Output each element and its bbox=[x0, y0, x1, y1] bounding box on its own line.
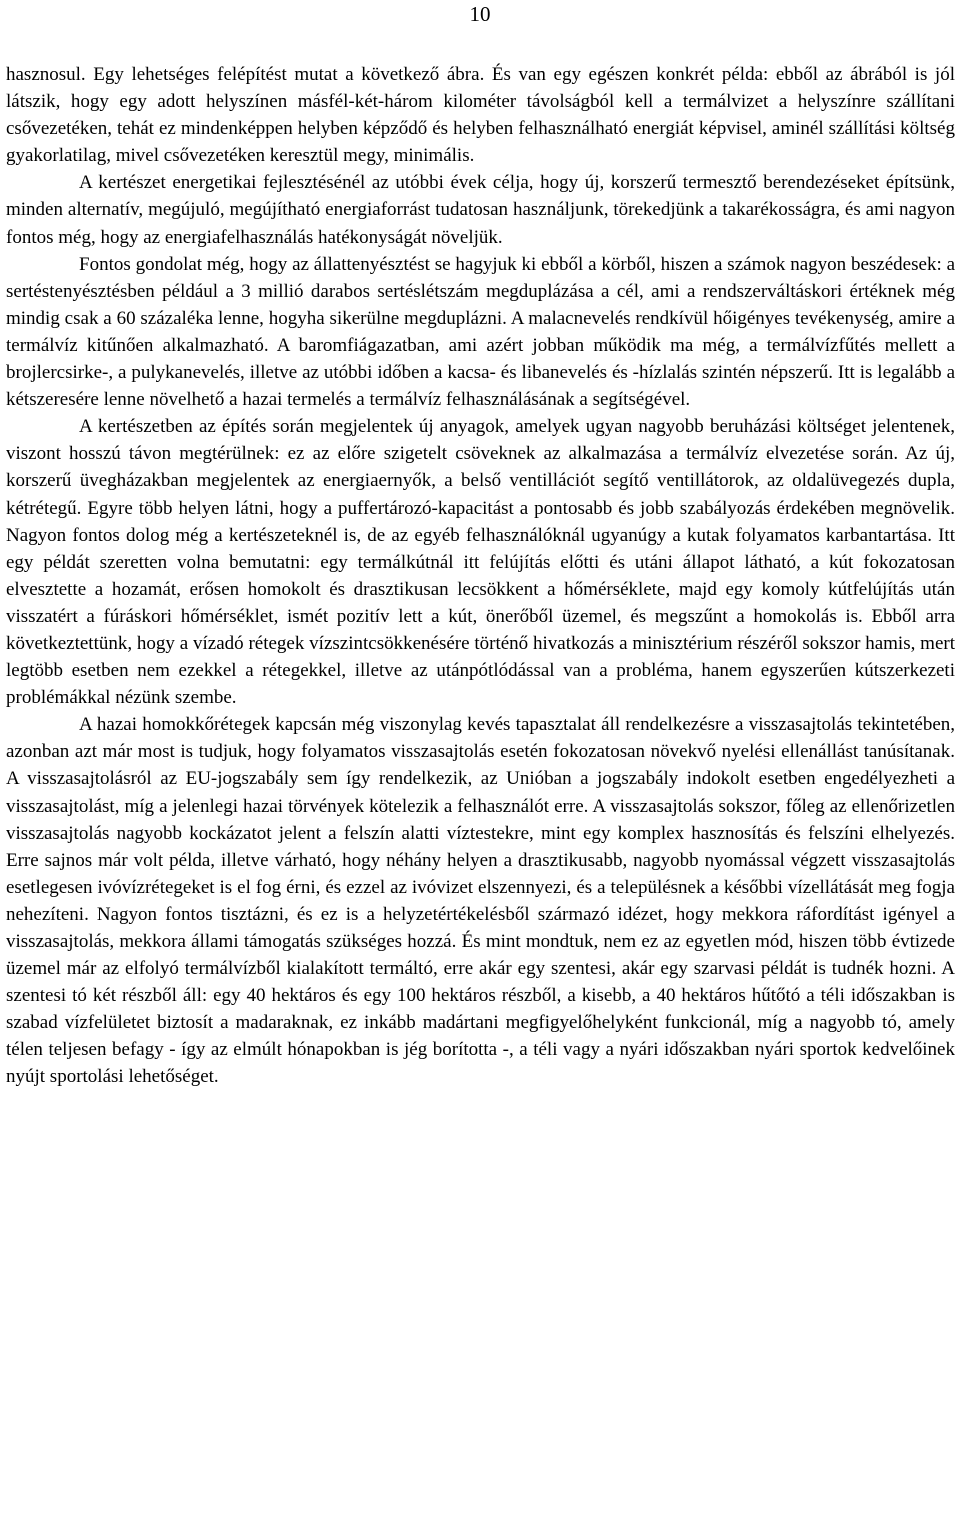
paragraph-3: Fontos gondolat még, hogy az állattenyésztést se hagyjuk ki ebből a körből, hiszen a számok nagyon beszédesek: a sertéstenyésztésben például a 3 millió darabos sertéslétszám megduplázása a cél, ami a rendszerváltáskori értéknek még mindig csak a 60 százaléka lenne, hogyha sikerülne megduplázni. A malacnevelés rendkívül hőigényes tevékenység, amire a termálvíz kitűnően alkalmazható. A baromfiágazatban, ami azért jobban működik ma még, a termálvízfűtés mellett a brojlercsirke-, a pulykanevelés, illetve az utóbbi időben a kacsa- és libanevelés és -hízlalás szintén népszerű. Itt is legalább a kétszeresére lenne növelhető a hazai termelés a termálvíz felhasználásának a segítségével. bbox=[6, 253, 955, 411]
paragraph-1: hasznosul. Egy lehetséges felépítést mutat a következő ábra. És van egy egészen konkrét példa: ebből az ábrából is jól látszik, hogy egy adott helyszínen másfél-két-három kilométer távolságból kell a termálvizet a helyszínre szállítani csővezetéken, tehát ez mindenképpen helyben képződő és helyben felhasználható energiát képvisel, aminél szállítási költség gyakorlatilag, mivel csővezetéken keresztül megy, minimális. bbox=[6, 64, 955, 167]
paragraph-5: A hazai homokkőrétegek kapcsán még viszonylag kevés tapasztalat áll rendelkezésre a visszasajtolás tekintetében, azonban azt már most is tudjuk, hogy folyamatos visszasajtolás esetén fokozatosan növekvő nyelési ellenállást tanúsítanak. A visszasajtolásról az EU-jogszabály sem így rendelkezik, az Unióban a jogszabály indokolt esetben engedélyezheti a visszasajtolást, míg a jelenlegi hazai törvények kötelezik a felhasználót erre. A visszasajtolás sokszor, főleg az ellenőrizetlen visszasajtolás nagyobb kockázatot jelent a felszín alatti víztestekre, mint egy komplex hasznosítás és felszíni elhelyezés. Erre sajnos már volt példa, illetve várható, hogy néhány helyen a drasztikusabb, nagyobb nyomással végzett visszasajtolás esetlegesen ivóvízrétegeket is el fog érni, és ezzel az ivóvizet elszennyezi, és a településnek a későbbi vízellátását meg fogja nehezíteni. Nagyon fontos tisztázni, és ez is a helyzetértékelésből származó idézet, hogy mekkora ráfordítást igényel a visszasajtolás, mekkora állami támogatás szükséges hozzá. És mint mondtuk, nem ez az egyetlen mód, hiszen több évtizede üzemel már az elfolyó termálvízből kialakított termáltó, erre akár egy szentesi, akár egy szarvasi példát is tudnék hozni. A szentesi tó két részből áll: egy 40 hektáros és egy 100 hektáros részből, a kisebb, a 40 hektáros hűtőtó a téli időszakban is szabad vízfelületet biztosít a madaraknak, ez inkább madártani megfigyelőhelyként funkcionál, míg a nagyobb tó, amely télen teljesen befagy - így az elmúlt hónapokban is jég borította -, a téli vagy a nyári időszakban nyári sportok kedvelőinek nyújt sportolási lehetőséget. bbox=[6, 714, 955, 1088]
page-number: 10 bbox=[469, 2, 491, 26]
document-body bbox=[6, 61, 955, 1091]
paragraph-2: A kertészet energetikai fejlesztésénél az utóbbi évek célja, hogy új, korszerű termesztő berendezéseket építsünk, minden alternatív, megújuló, megújítható energiaforrást tudatosan használjunk, törekedjünk a takarékosságra, és ami nagyon fontos még, hogy az energiafelhasználás hatékonyságát növeljük. bbox=[6, 172, 955, 248]
paragraph-4: A kertészetben az építés során megjelentek új anyagok, amelyek ugyan nagyobb beruházási költséget jelentenek, viszont hosszú távon megtérülnek: ez az előre szigetelt csöveknek az alkalmazása a termálvíz elvezetése során. Az új, korszerű üvegházakban megjelentek az energiaernyők, a belső ventillációt segítő ventillátorok, az oldalüvegezés dupla, kétrétegű. Egyre több helyen látni, hogy a puffertározó-kapacitást a pontosabb és jobb szabályozás érdekében megnövelik. Nagyon fontos dolog még a kertészeteknél is, de az egyéb felhasználóknál ugyanúgy a kutak folyamatos karbantartása. Itt egy példát szeretten volna bemutatni: egy termálkútnál itt felújítás előtti és utáni állapot látható, a kút fokozatosan elvesztette a hozamát, erősen homokolt és drasztikusan lecsökkent a hőmérséklete, majd egy komoly kútfelújítás után visszatért a fúráskori hőmérséklet, ismét pozitív lett a kút, önerőből üzemel, és megszűnt a homokolás is. Ebből arra következtettünk, hogy a vízadó rétegek vízszintcsökkenésére történő hivatkozás a minisztérium részéről sokszor hamis, mert legtöbb esetben nem ezekkel a rétegekkel, illetve az utánpótlódással van a probléma, hanem egyszerűen kútszerkezeti problémákkal nézünk szembe. bbox=[6, 416, 955, 709]
